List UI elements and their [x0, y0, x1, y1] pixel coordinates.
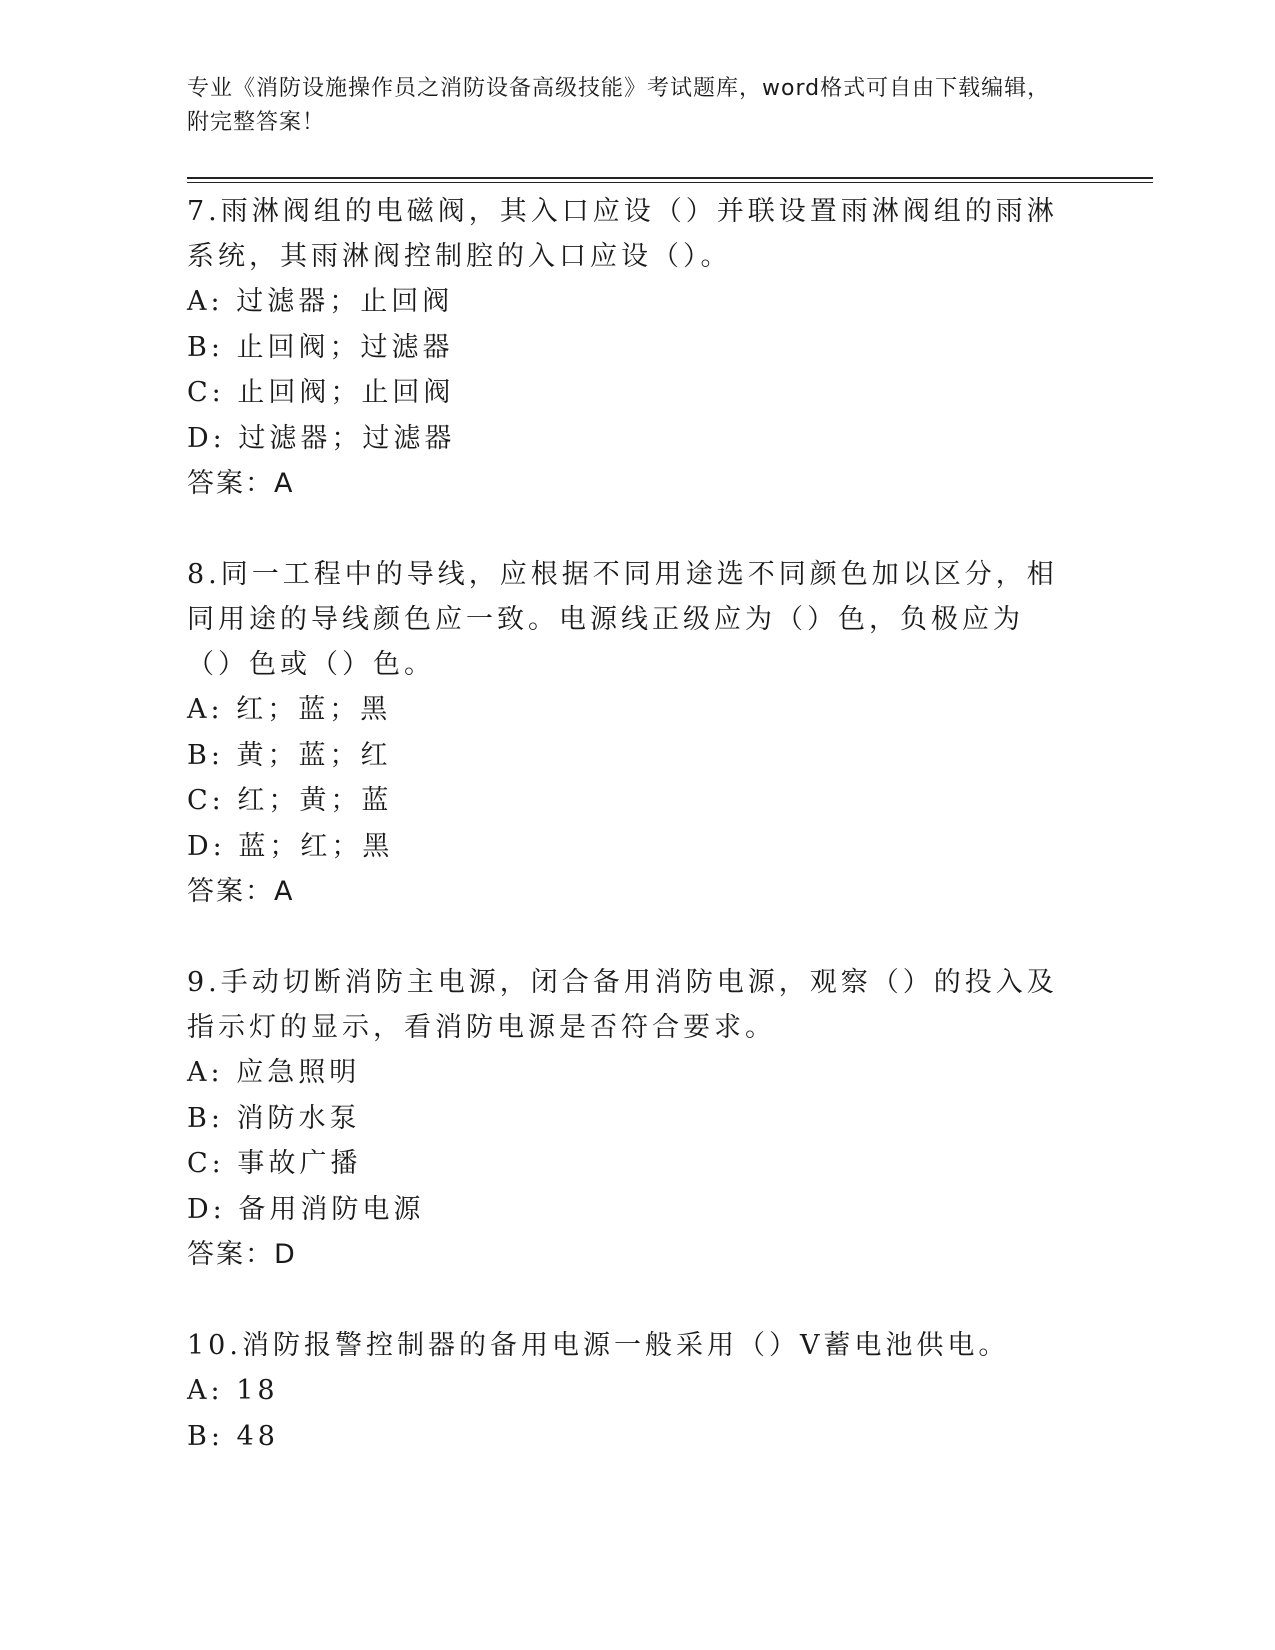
option-letter: C: [187, 377, 225, 408]
option-letter: B: [187, 331, 224, 363]
question-text: 10.消防报警控制器的备用电源一般采用（）V蓄电池供电。 [187, 1330, 1010, 1361]
option-letter: A: [187, 286, 224, 317]
question-text: 9.手动切断消防主电源，闭合备用消防电源，观察（）的投入及指示灯的显示，看消防电源是否符合要求。 [187, 967, 1058, 1043]
option-letter: A: [187, 694, 224, 725]
question-text: 8.同一工程中的导线，应根据不同用途选不同颜色加以区分，相同用途的导线颜色应一致。电源线正级应为（）色，负极应为（）色或（）色。 [187, 559, 1058, 680]
option-letter: C: [187, 1148, 225, 1179]
option-c [187, 1141, 1067, 1187]
question-list [187, 189, 1067, 1505]
question-text: 7.雨淋阀组的电磁阀，其入口应设（）并联设置雨淋阀组的雨淋系统，其雨淋阀控制腔的入口应设（）。 [187, 196, 1058, 272]
option-text: 过滤器；止回阀 [236, 286, 454, 317]
option-text: 止回阀；过滤器 [236, 331, 454, 363]
option-letter: C: [187, 785, 225, 816]
option-letter: D: [187, 422, 226, 454]
option-letter: B: [187, 1420, 224, 1452]
option-letter: A: [187, 1375, 224, 1406]
option-a [187, 1368, 1067, 1414]
option-text: 应急照明 [236, 1057, 361, 1088]
option-text: 红；蓝；黑 [236, 694, 392, 725]
question-9 [187, 960, 1067, 1277]
option-b [187, 733, 1067, 779]
answer-line: 答案：A [187, 468, 295, 499]
option-a [187, 1050, 1067, 1096]
option-b [187, 1096, 1067, 1142]
option-text: 事故广播 [237, 1148, 362, 1179]
option-letter: D: [187, 830, 226, 862]
option-d [187, 824, 1067, 870]
option-text: 蓝；红；黑 [238, 830, 394, 862]
answer-line: 答案：A [187, 876, 295, 907]
option-b [187, 1414, 1067, 1460]
header-divider-thick [187, 177, 1153, 179]
document-header [187, 72, 1067, 140]
question-7 [187, 189, 1067, 506]
option-text: 备用消防电源 [238, 1193, 425, 1225]
option-text: 48 [236, 1420, 279, 1452]
answer-line: 答案：D [187, 1239, 297, 1270]
option-letter: B: [187, 739, 224, 771]
option-a [187, 687, 1067, 733]
option-d [187, 1187, 1067, 1233]
option-b [187, 325, 1067, 371]
option-c [187, 778, 1067, 824]
option-c [187, 370, 1067, 416]
header-intro-text: 专业《消防设施操作员之消防设备高级技能》考试题库，word格式可自由下载编辑，附完整答案！ [187, 76, 1051, 135]
option-text: 18 [236, 1375, 279, 1406]
option-a [187, 279, 1067, 325]
option-text: 止回阀；止回阀 [237, 377, 455, 408]
question-10 [187, 1323, 1067, 1459]
option-text: 过滤器；过滤器 [238, 422, 456, 454]
header-divider-thin [187, 182, 1153, 183]
option-letter: D: [187, 1193, 226, 1225]
option-text: 红；黄；蓝 [237, 785, 393, 816]
option-letter: A: [187, 1057, 224, 1088]
option-text: 消防水泵 [236, 1102, 361, 1134]
option-letter: B: [187, 1102, 224, 1134]
option-text: 黄；蓝；红 [236, 739, 392, 771]
option-d [187, 416, 1067, 462]
question-8 [187, 552, 1067, 914]
